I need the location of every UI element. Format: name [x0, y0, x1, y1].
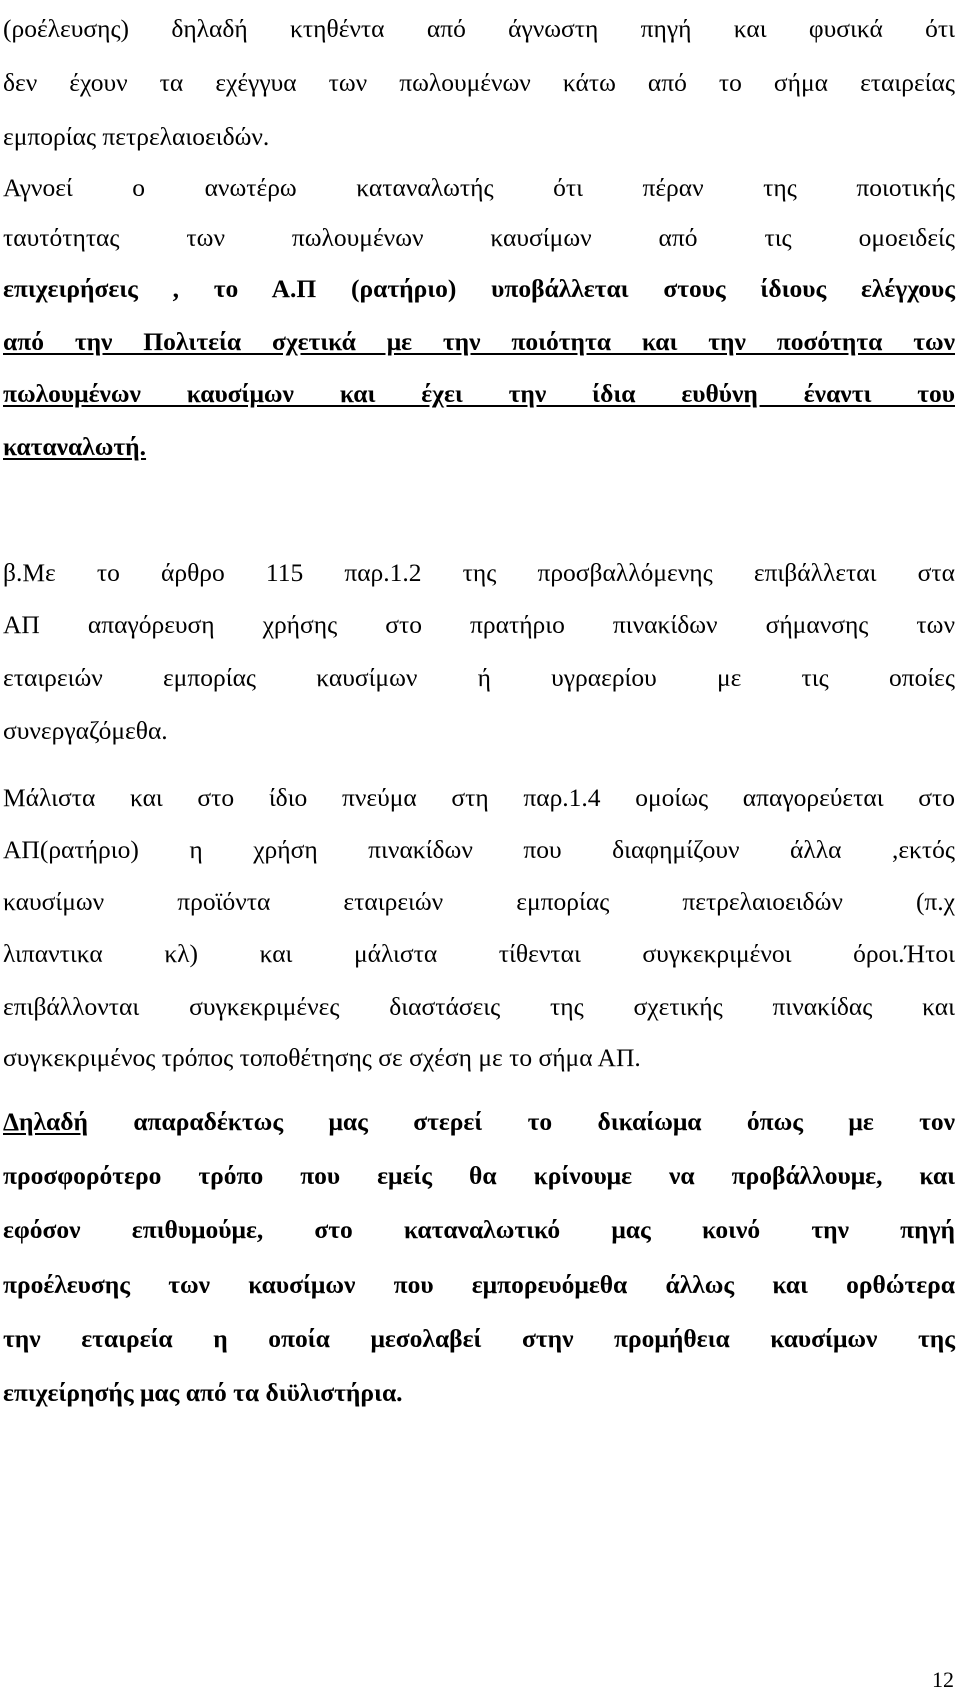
text-line: από την Πολιτεία σχετικά με την ποιότητα και την ποσότητα των [3, 327, 955, 356]
text-line: συνεργαζόμεθα. [3, 716, 168, 745]
page-number: 12 [932, 1667, 954, 1692]
text-line: επιχείρησής μας από τα διϋλιστήρια. [3, 1378, 403, 1407]
text-line: καταναλωτή. [3, 432, 147, 461]
underlined-word: Δηλαδή [3, 1107, 88, 1136]
text-line: εφόσον επιθυμούμε, στο καταναλωτικό μας κοινό την πηγή [3, 1215, 955, 1244]
text-line: προέλευσης των καυσίμων που εμπορευόμεθα άλλως και ορθώτερα [3, 1270, 955, 1299]
text-line: Δηλαδή απαραδέκτως μας στερεί το δικαίωμα όπως με τον [3, 1107, 955, 1136]
text-line: επιβάλλονται συγκεκριμένες διαστάσεις της σχετικής πινακίδας και [3, 992, 955, 1021]
text-line: (ροέλευσης) δηλαδή κτηθέντα από άγνωστη πηγή και φυσικά ότι [3, 14, 955, 43]
text-line: ΑΠ απαγόρευση χρήσης στο πρατήριο πινακίδων σήμανσης των [3, 610, 955, 639]
text-line: ΑΠ(ρατήριο) η χρήση πινακίδων που διαφημίζουν άλλα ,εκτός [3, 835, 955, 864]
text-line: Αγνοεί ο ανωτέρω καταναλωτής ότι πέραν της ποιοτικής [3, 173, 955, 202]
text-line: προσφορότερο τρόπο που εμείς θα κρίνουμε να προβάλλουμε, και [3, 1161, 955, 1190]
text-line: την εταιρεία η οποία μεσολαβεί στην προμήθεια καυσίμων της [3, 1324, 955, 1353]
text-line: πωλουμένων καυσίμων και έχει την ίδια ευθύνη έναντι του [3, 379, 955, 408]
text-line: λιπαντικα κλ) και μάλιστα τίθενται συγκεκριμένοι όροι.Ήτοι [3, 939, 955, 968]
text-line: επιχειρήσεις , το Α.Π (ρατήριο) υποβάλλεται στους ίδιους ελέγχους [3, 274, 955, 303]
text-line: συγκεκριμένος τρόπος τοποθέτησης σε σχέση με το σήμα ΑΠ. [3, 1043, 641, 1072]
text-line: ταυτότητας των πωλουμένων καυσίμων από τις ομοειδείς [3, 223, 955, 252]
text-line: Μάλιστα και στο ίδιο πνεύμα στη παρ.1.4 ομοίως απαγορεύεται στο [3, 783, 955, 812]
text-line: εμπορίας πετρελαιοειδών. [3, 122, 270, 151]
text-line: β.Με το άρθρο 115 παρ.1.2 της προσβαλλόμενης επιβάλλεται στα [3, 558, 955, 587]
text-line: εταιρειών εμπορίας καυσίμων ή υγραερίου με τις οποίες [3, 663, 955, 692]
text-line: καυσίμων προϊόντα εταιρειών εμπορίας πετρελαιοειδών (π.χ [3, 887, 955, 916]
text-line: δεν έχουν τα εχέγγυα των πωλουμένων κάτω από το σήμα εταιρείας [3, 68, 955, 97]
